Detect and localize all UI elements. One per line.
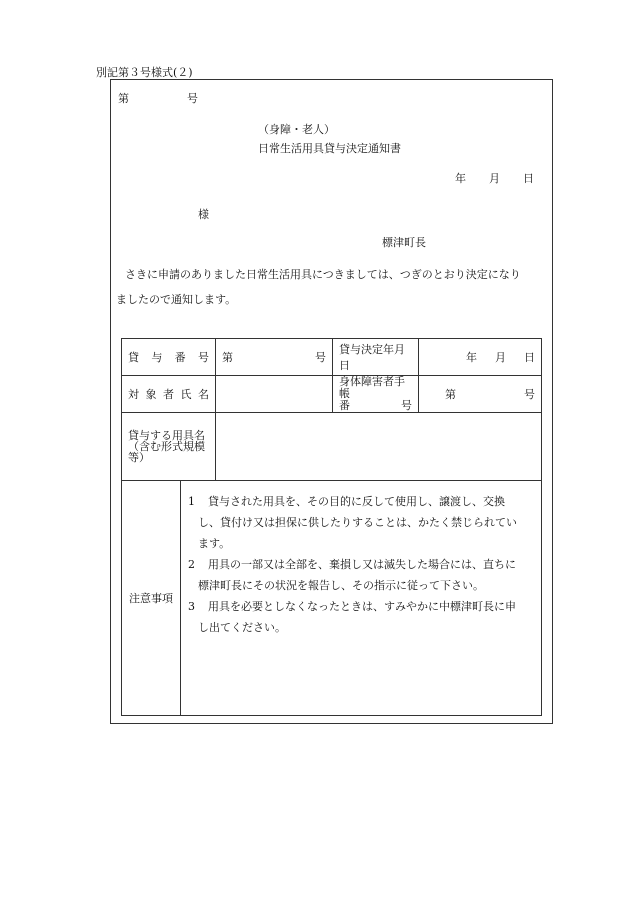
- issuer-name: 標津町長: [382, 236, 426, 249]
- decision-date-value: 年 月 日: [419, 339, 542, 376]
- table-row: [122, 376, 542, 413]
- decision-date-label: 貸与決定年月日: [333, 339, 419, 376]
- loan-number-value: 第 号: [216, 339, 333, 376]
- notes-list: [188, 491, 538, 638]
- table-row: [122, 413, 542, 481]
- date-day: 日: [523, 172, 534, 185]
- subject-name-label: 対 象 者 氏 名: [122, 376, 216, 413]
- equipment-name-label: 貸与する用具名 （含む形式規模 等）: [122, 413, 216, 481]
- form-label: 別記第３号様式(２): [96, 66, 193, 79]
- addressee-suffix: 様: [198, 208, 209, 221]
- list-item: 1 貸与された用具を、その目的に反して使用し、譲渡し、交換 し、貸付け又は担保に供したりすることは、かたく禁じられてい ます。: [188, 495, 517, 550]
- document-title: 日常生活用具貸与決定通知書: [258, 142, 401, 155]
- loan-number-label: 貸 与 番 号: [122, 339, 216, 376]
- body-line-2: ましたので通知します。: [116, 293, 237, 306]
- date-year: 年: [455, 172, 466, 185]
- list-item: 3 用具を必要としなくなったときは、すみやかに中標津町長に申 し出てください。: [188, 600, 516, 634]
- table-row: [122, 339, 542, 376]
- handbook-number-label: 身体障害者手帳 番 号: [333, 376, 419, 413]
- notes-label: 注意事項: [122, 481, 181, 715]
- equipment-name-value: [216, 413, 542, 481]
- document-subtitle: （身障・老人）: [258, 123, 335, 136]
- number-suffix: 号: [187, 92, 198, 105]
- number-prefix: 第: [118, 92, 129, 105]
- date-month: 月: [489, 172, 500, 185]
- body-line-1: さきに申請のありました日常生活用具につきましては、つぎのとおり決定になり: [125, 268, 521, 281]
- list-item: 2 用具の一部又は全部を、棄損し又は滅失した場合には、直ちに 標津町長にその状況を報告し、その指示に従って下さい。: [188, 558, 516, 592]
- subject-name-value: [216, 376, 333, 413]
- handbook-number-value: 第 号: [419, 376, 542, 413]
